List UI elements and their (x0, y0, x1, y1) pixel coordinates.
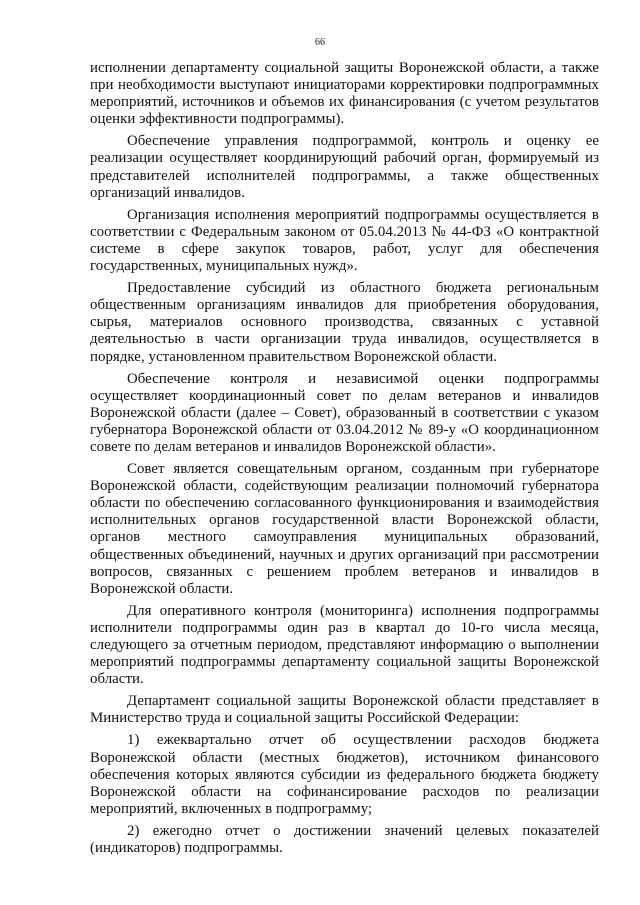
document-body (90, 60, 599, 857)
paragraph-subsidies: Предоставление субсидий из областного бюджета региональным общественным организациям инвалидов для приобретения оборудования, сырья, материалов основного производства, связанных с уставной деятельностью в части организации труда инвалидов, осуществляется в порядке, установленном правительством Воронежской области. (90, 280, 599, 365)
paragraph-council-role: Совет является совещательным органом, созданным при губернаторе Воронежской области, содействующим реализации полномочий губернатора области по обеспечению согласованного функционирования и взаимодействия исполнительных органов государственной власти Воронежской области, органов местного самоуправления муниципальных образований, общественных объединений, научных и других организаций при рассмотрении вопросов, связанных с решением проблем ветеранов и инвалидов в Воронежской области. (90, 461, 599, 597)
paragraph-continuation: исполнении департаменту социальной защиты Воронежской области, а также при необходимости выступают инициаторами корректировки подпрограммных мероприятий, источников и объемов их финансирования (с учетом результатов оценки эффективности подпрограммы). (90, 60, 599, 128)
paragraph-procurement-law: Организация исполнения мероприятий подпрограммы осуществляется в соответствии с Федеральным законом от 05.04.2013 № 44-ФЗ «О контрактной системе в сфере закупок товаров, работ, услуг для обеспечения государственных, муниципальных нужд». (90, 206, 599, 275)
list-item-quarterly-report: 1) ежеквартально отчет об осуществлении расходов бюджета Воронежской области (местных бюджетов), источником финансового обеспечения которых являются субсидии из федерального бюджета бюджету Воронежской области на софинансирование расходов по реализации мероприятий, включенных в подпрограмму; (90, 732, 599, 817)
paragraph-ministry-reporting: Департамент социальной защиты Воронежской области представляет в Министерство труда и социальной защиты Российской Федерации: (90, 693, 599, 727)
paragraph-program-management: Обеспечение управления подпрограммой, контроль и оценку ее реализации осуществляет координирующий рабочий орган, формируемый из представителей исполнителей подпрограммы, а также общественных организаций инвалидов. (90, 133, 599, 201)
paragraph-coordination-council: Обеспечение контроля и независимой оценки подпрограммы осуществляет координационный совет по делам ветеранов и инвалидов Воронежской области (далее – Совет), образованный в соответствии с указом губернатора Воронежской области от 03.04.2012 № 89-у «О координационном совете по делам ветеранов и инвалидов Воронежской области». (90, 370, 599, 455)
paragraph-monitoring: Для оперативного контроля (мониторинга) исполнения подпрограммы исполнители подпрограммы один раз в квартал до 10-го числа месяца, следующего за отчетным периодом, представляют информацию о выполнении мероприятий подпрограммы департаменту социальной защиты Воронежской области. (90, 602, 599, 688)
page-number: 66 (315, 37, 325, 48)
list-item-annual-report: 2) ежегодно отчет о достижении значений целевых показателей (индикаторов) подпрограммы. (90, 822, 599, 857)
